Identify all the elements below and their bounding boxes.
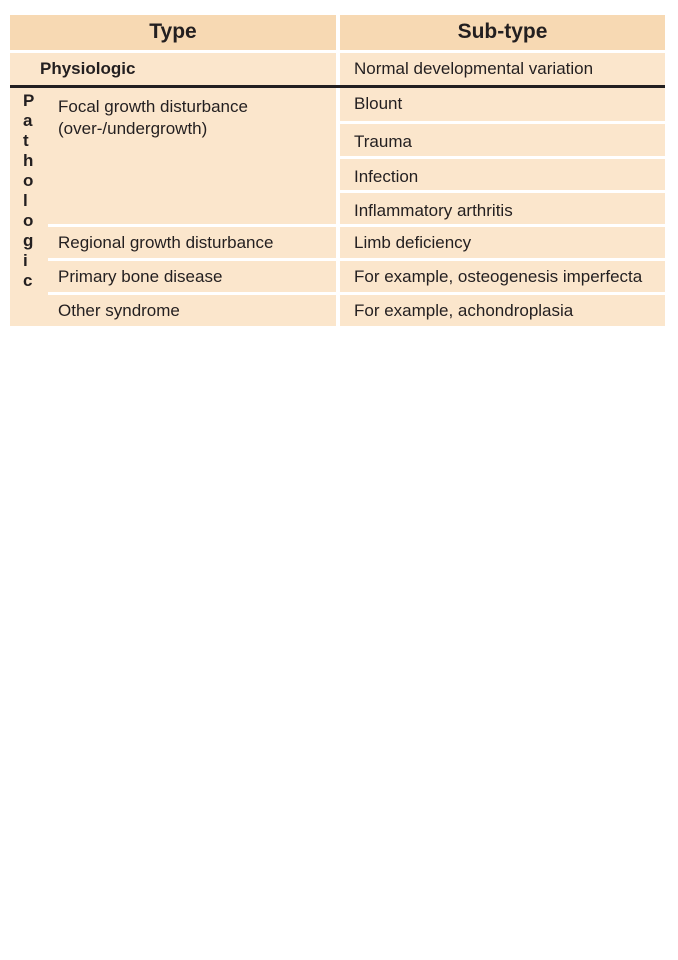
type-primary-bone-disease: Primary bone disease <box>58 267 223 286</box>
pathologic-letter: i <box>23 251 28 270</box>
type-focal-growth <box>48 91 336 223</box>
type-line: Focal growth disturbance <box>58 97 248 116</box>
pathologic-letter: c <box>23 271 33 290</box>
column-divider <box>336 15 340 326</box>
pathologic-letter: P <box>23 91 35 110</box>
pathologic-letter: h <box>23 151 34 170</box>
pathologic-letter: o <box>23 171 34 190</box>
type-other-syndrome: Other syndrome <box>58 301 180 320</box>
classification-table <box>10 15 665 326</box>
pathologic-letter: g <box>23 231 34 250</box>
pathologic-vertical-label <box>10 88 48 326</box>
pathologic-letter: o <box>23 211 34 230</box>
subtype-cell: Trauma <box>354 132 412 151</box>
pathologic-letter: t <box>23 131 29 150</box>
subtype-cell: For example, achondroplasia <box>354 301 574 320</box>
type-regional-growth: Regional growth disturbance <box>58 233 274 252</box>
physiologic-label: Physiologic <box>40 59 136 78</box>
header-subtype: Sub-type <box>340 15 665 50</box>
physiologic-subtype: Normal developmental variation <box>354 59 594 78</box>
subtype-cell: Limb deficiency <box>354 233 472 252</box>
header-type: Type <box>10 15 336 50</box>
pathologic-letter: l <box>23 191 28 210</box>
pathologic-letter: a <box>23 111 33 130</box>
subtype-cell: Inflammatory arthritis <box>354 201 513 220</box>
subtype-cell: Infection <box>354 167 419 186</box>
subtype-cell: For example, osteogenesis imperfecta <box>354 267 643 286</box>
type-line: (over-/undergrowth) <box>58 119 208 138</box>
subtype-cell: Blount <box>354 94 403 113</box>
section-rule-overlay <box>10 85 665 88</box>
